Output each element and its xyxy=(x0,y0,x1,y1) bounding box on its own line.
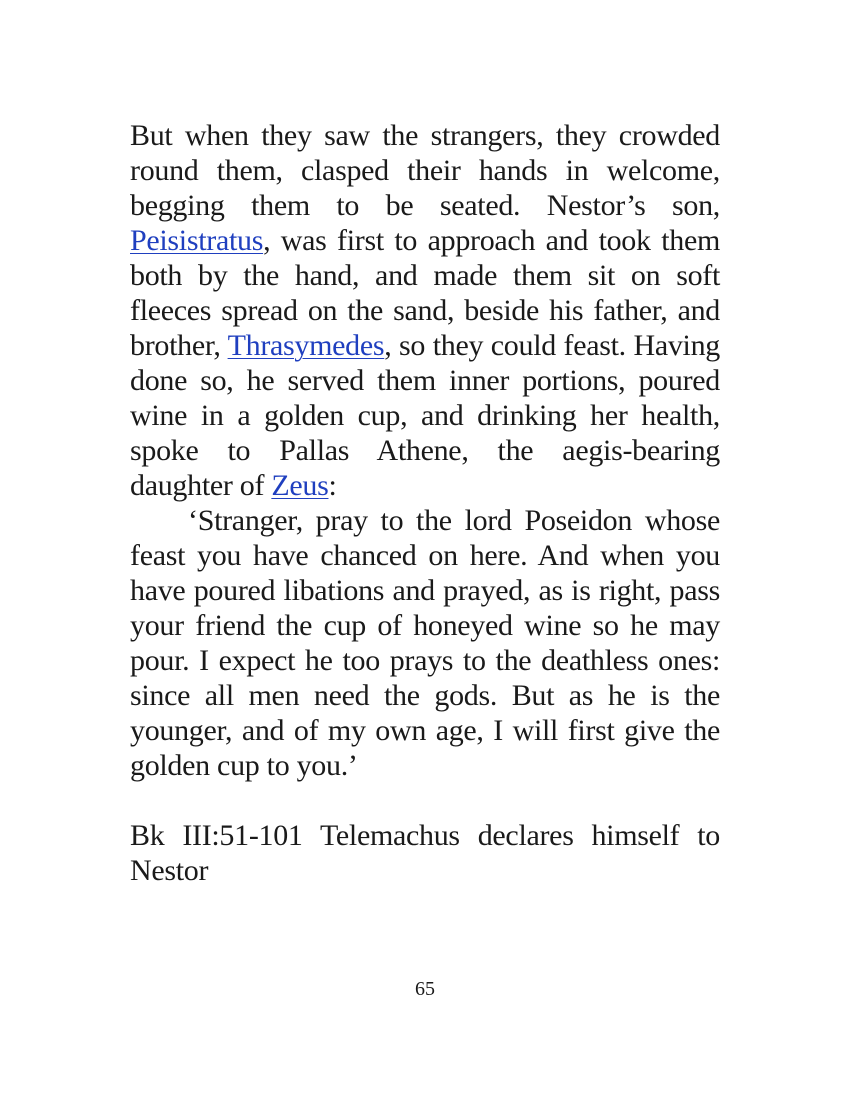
link-peisistratus[interactable]: Peisistratus xyxy=(130,224,264,257)
link-thrasymedes[interactable]: Thrasymedes xyxy=(227,329,385,362)
page-body xyxy=(130,118,720,888)
link-zeus[interactable]: Zeus xyxy=(271,469,329,502)
section-heading: Bk III:51-101 Telemachus declares himself to Nestor xyxy=(130,819,720,887)
paragraph-text: But when they saw the strangers, they crowded round them, clasped their hands in welcome, begging them to be seated. Nestor’s son, xyxy=(130,119,720,222)
paragraph-speech: ‘Stranger, pray to the lord Poseidon whose feast you have chanced on here. And when you have poured libations and prayed, as is right, pass your friend the cup of honeyed wine so he may pour. I expect he too prays to the deathless ones: since all men need the gods. But as he is the younger, and of my own age, I will first give the golden cup to you.’ xyxy=(130,504,720,782)
paragraph-feast xyxy=(130,118,720,503)
paragraph-text: , so they could feast. Having done so, he served them inner portions, poured wine in a golden cup, and drinking her health, spoke to Pallas Athene, the aegis-bearing daughter of xyxy=(130,329,720,502)
paragraph-text: : xyxy=(328,469,337,502)
page-number: 65 xyxy=(415,978,435,1000)
paragraph-text: , was first to approach and took them both by the hand, and made them sit on soft fleeces spread on the sand, beside his father, and brother, xyxy=(130,224,720,362)
